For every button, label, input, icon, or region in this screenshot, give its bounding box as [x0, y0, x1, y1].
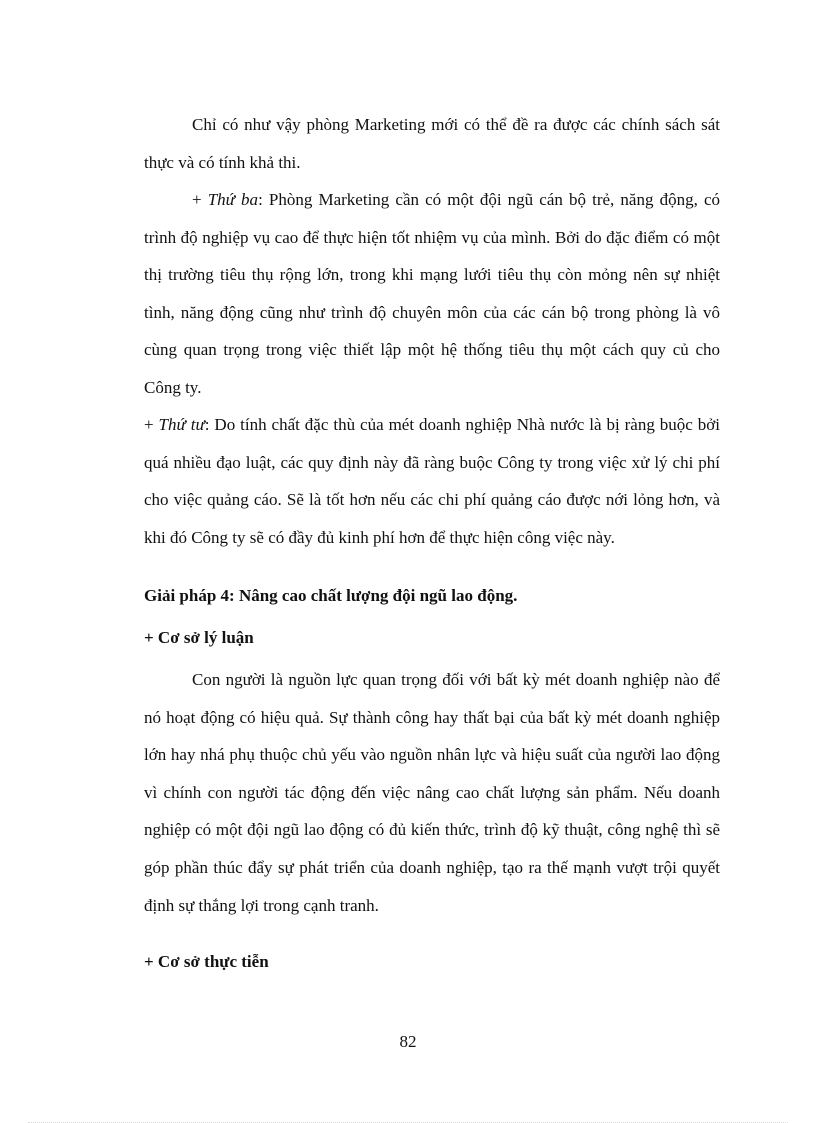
- page-number: 82: [399, 1032, 417, 1051]
- heading-theoretical-basis: + Cơ sở lý luận: [144, 628, 254, 647]
- list-marker: +: [144, 415, 159, 434]
- point-label-fourth: Thứ tư: [158, 415, 205, 434]
- paragraph-third-text: : Phòng Marketing cần có một đội ngũ cán bộ trẻ, năng động, có trình độ nghiệp vụ cao để thực hiện tốt nhiệm vụ của mình. Bởi do đặc điểm có một thị trường tiêu thụ rộng lớn, trong khi mạng lưới tiêu thụ còn mỏng nên sự nhiệt tình, năng động cũng như trình độ chuyên môn của các cán bộ trong phòng là vô cùng quan trọng trong việc thiết lập một hệ thống tiêu thụ một cách quy củ cho Công ty.: [144, 190, 720, 397]
- list-marker: +: [192, 190, 208, 209]
- point-label-third: Thứ ba: [207, 190, 259, 209]
- paragraph-third-point: [144, 181, 720, 407]
- paragraph-fourth-point: [144, 406, 720, 556]
- paragraph-human-resources: Con người là nguồn lực quan trọng đối với bất kỳ mét doanh nghiệp nào để nó hoạt động có hiệu quả. Sự thành công hay thất bại của bất kỳ mét doanh nghiệp lớn hay nhá phụ thuộc chủ yếu vào nguồn nhân lực và hiệu suất của người lao động vì chính con người tác động đến việc nâng cao chất lượng sản phẩm. Nếu doanh nghiệp có một đội ngũ lao động có đủ kiến thức, trình độ kỹ thuật, công nghệ thì sẽ góp phần thúc đẩy sự phát triển của doanh nghiệp, tạo ra thế mạnh vượt trội quyết định sự thắng lợi trong cạnh tranh.: [144, 670, 720, 915]
- paragraph-marketing-conclusion: Chỉ có như vậy phòng Marketing mới có thể đề ra được các chính sách sát thực và có tính khả thi.: [144, 115, 720, 172]
- heading-practical-basis: + Cơ sở thực tiễn: [144, 952, 269, 971]
- paragraph-fourth-text: : Do tính chất đặc thù của mét doanh nghiệp Nhà nước là bị ràng buộc bởi quá nhiều đạo luật, các quy định này đã ràng buộc Công ty trong việc xử lý chi phí cho việc quảng cáo. Sẽ là tốt hơn nếu các chi phí quảng cáo được nới lỏng hơn, và khi đó Công ty sẽ có đầy đủ kinh phí hơn để thực hiện công việc này.: [144, 415, 720, 547]
- heading-solution-4: Giải pháp 4: Nâng cao chất lượng đội ngũ lao động.: [144, 586, 518, 605]
